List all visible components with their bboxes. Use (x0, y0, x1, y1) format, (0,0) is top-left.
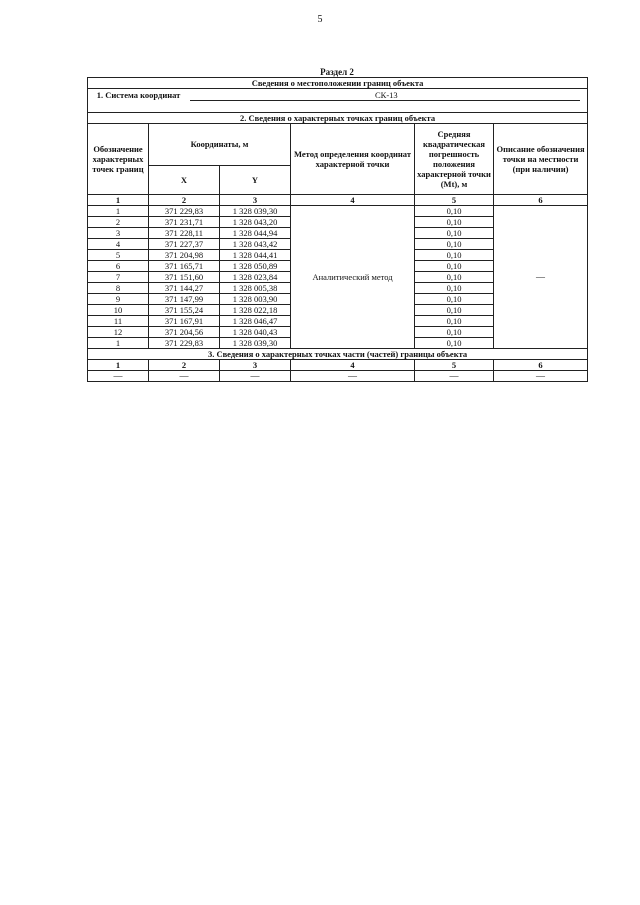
point-number: 2 (88, 217, 149, 228)
point-number: 5 (88, 250, 149, 261)
col-number: 5 (415, 195, 494, 206)
part-cell: — (291, 371, 415, 382)
coord-x: 371 228,11 (149, 228, 220, 239)
part-cell: — (220, 371, 291, 382)
header-description: Описание обозначения точки на местности (при наличии) (494, 124, 588, 195)
coord-x: 371 165,71 (149, 261, 220, 272)
point-number: 7 (88, 272, 149, 283)
col-number: 4 (291, 195, 415, 206)
header-x: X (149, 165, 220, 194)
point-number: 10 (88, 305, 149, 316)
boundary-table (87, 77, 588, 382)
coord-y: 1 328 003,90 (220, 294, 291, 305)
error-value: 0,10 (415, 239, 494, 250)
point-number: 9 (88, 294, 149, 305)
coord-y: 1 328 040,43 (220, 327, 291, 338)
header-y: Y (220, 165, 291, 194)
coord-x: 371 227,37 (149, 239, 220, 250)
page-number: 5 (317, 14, 323, 25)
error-value: 0,10 (415, 217, 494, 228)
col-number: 1 (88, 360, 149, 371)
col-number: 2 (149, 195, 220, 206)
col-number: 6 (494, 360, 588, 371)
error-value: 0,10 (415, 305, 494, 316)
error-value: 0,10 (415, 228, 494, 239)
coord-y: 1 328 050,89 (220, 261, 291, 272)
error-value: 0,10 (415, 294, 494, 305)
coord-y: 1 328 044,94 (220, 228, 291, 239)
coord-x: 371 229,83 (149, 206, 220, 217)
coord-system-label: 1. Система координат (96, 90, 181, 100)
coord-x: 371 204,98 (149, 250, 220, 261)
col-number: 3 (220, 195, 291, 206)
error-value: 0,10 (415, 316, 494, 327)
error-value: 0,10 (415, 327, 494, 338)
header-method: Метод определения координат характерной точки (291, 124, 415, 195)
coord-x: 371 147,99 (149, 294, 220, 305)
section-title: Раздел 2 (320, 67, 354, 77)
point-number: 11 (88, 316, 149, 327)
part-cell: — (149, 371, 220, 382)
error-value: 0,10 (415, 283, 494, 294)
coord-y: 1 328 043,20 (220, 217, 291, 228)
col-number: 2 (149, 360, 220, 371)
coord-y: 1 328 043,42 (220, 239, 291, 250)
point-number: 3 (88, 228, 149, 239)
error-value: 0,10 (415, 272, 494, 283)
point-number: 8 (88, 283, 149, 294)
parts-section-title: 3. Сведения о характерных точках части (частей) границы объекта (88, 349, 588, 360)
point-number: 6 (88, 261, 149, 272)
table-title: Сведения о местоположении границ объекта (88, 78, 588, 89)
coord-x: 371 229,83 (149, 338, 220, 349)
point-number: 1 (88, 206, 149, 217)
col-number: 6 (494, 195, 588, 206)
col-number: 1 (88, 195, 149, 206)
header-designation: Обозначение характерных точек границ (88, 124, 149, 195)
part-cell: — (415, 371, 494, 382)
col-number: 5 (415, 360, 494, 371)
error-value: 0,10 (415, 261, 494, 272)
method-cell: Аналитический метод (291, 206, 415, 349)
header-coordinates: Координаты, м (149, 124, 291, 166)
coord-system-value: СК-13 (190, 90, 580, 101)
coord-x: 371 144,27 (149, 283, 220, 294)
coord-x: 371 204,56 (149, 327, 220, 338)
coord-x: 371 155,24 (149, 305, 220, 316)
col-number: 3 (220, 360, 291, 371)
description-cell: — (494, 206, 588, 349)
part-cell: — (88, 371, 149, 382)
coord-x: 371 231,71 (149, 217, 220, 228)
coord-x: 371 151,60 (149, 272, 220, 283)
coord-y: 1 328 039,30 (220, 338, 291, 349)
coord-y: 1 328 044,41 (220, 250, 291, 261)
coord-x: 371 167,91 (149, 316, 220, 327)
coord-y: 1 328 022,18 (220, 305, 291, 316)
error-value: 0,10 (415, 206, 494, 217)
point-number: 12 (88, 327, 149, 338)
coord-y: 1 328 023,84 (220, 272, 291, 283)
coord-system-row (88, 89, 588, 113)
point-number: 4 (88, 239, 149, 250)
points-section-title: 2. Сведения о характерных точках границ объекта (88, 113, 588, 124)
coord-y: 1 328 039,30 (220, 206, 291, 217)
error-value: 0,10 (415, 338, 494, 349)
table-row (88, 206, 588, 217)
part-cell: — (494, 371, 588, 382)
error-value: 0,10 (415, 250, 494, 261)
header-error: Средняя квадратическая погрешность положения характерной точки (Mt), м (415, 124, 494, 195)
coord-y: 1 328 005,38 (220, 283, 291, 294)
col-number: 4 (291, 360, 415, 371)
point-number: 1 (88, 338, 149, 349)
coord-y: 1 328 046,47 (220, 316, 291, 327)
